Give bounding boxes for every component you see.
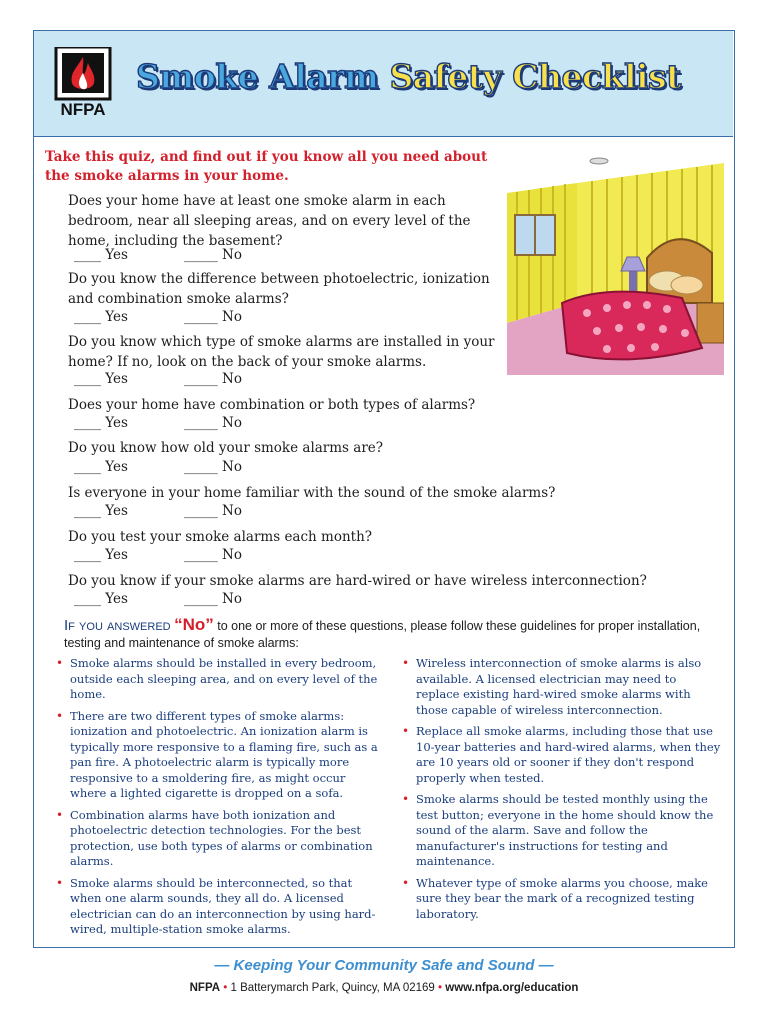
answer-no[interactable]: _____ No [184,503,242,519]
answer-no[interactable]: _____ No [184,591,242,607]
question-6: Is everyone in your home familiar with the sound of the smoke alarms? [68,485,556,501]
guideline-item: • Replace all smoke alarms, including those that use 10-year batteries and hard-wired alarms, when they are 10 years old or sooner if they don't respond properly when tested. [402,724,721,785]
answer-yes[interactable]: ____ Yes [74,503,128,519]
footer-url[interactable]: www.nfpa.org/education [445,982,579,994]
guideline-item: • Smoke alarms should be installed in every bedroom, outside each sleeping area, and on every level of the home. [56,656,378,701]
answer-no[interactable]: _____ No [184,309,242,325]
guidelines-left-column [56,656,378,944]
answer-yes[interactable]: ____ Yes [74,547,128,563]
separator-dot: • [223,982,228,994]
guidelines-rest: to one or more of these questions, please follow these guidelines for proper installation, testing and maintenance of smoke alarms: [64,619,701,650]
question-4: Does your home have combination or both types of alarms? [68,397,476,413]
page-title [136,57,681,96]
bullet-icon: • [56,807,64,822]
guideline-item: • Whatever type of smoke alarms you choose, make sure they bear the mark of a recognized testing laboratory. [402,875,708,921]
bullet-icon: • [402,724,410,738]
guidelines-no-word: “No” [174,615,214,634]
answer-no[interactable]: _____ No [184,247,242,263]
guidelines-lead: If you answered [64,617,171,634]
bullet-icon: • [56,656,64,670]
answer-no[interactable]: _____ No [184,547,242,563]
question-2: Do you know the difference between photoelectric, ionization and combination smoke alarms? [68,271,490,307]
bedroom-illustration [507,153,724,375]
bullet-icon: • [56,708,64,723]
answer-row-1 [74,246,242,264]
checklist-frame [33,30,735,948]
answer-yes[interactable]: ____ Yes [74,415,128,431]
answer-no[interactable]: _____ No [184,371,242,387]
answer-row-6 [74,502,242,520]
guideline-item: • There are two different types of smoke alarms: ionization and photoelectric. An ionization alarm is typically more responsive to a flaming fire, such as a pan fire. A photoelectric alarm is typically more responsive to a smoldering fire, as might occur where a lighted cigarette is dropped on a sofa. [56,708,378,800]
answer-yes[interactable]: ____ Yes [74,247,128,263]
answer-no[interactable]: _____ No [184,415,242,431]
answer-yes[interactable]: ____ Yes [74,459,128,475]
question-1: Does your home have at least one smoke alarm in each bedroom, near all sleeping areas, and on every level of the home, including the basement? [68,193,471,249]
answer-yes[interactable]: ____ Yes [74,309,128,325]
nfpa-logo [48,47,118,119]
footer-street: 1 Batterymarch Park, Quincy, MA 02169 [230,982,435,994]
guideline-item: • Smoke alarms should be tested monthly using the test button; everyone in the home should know the sound of the alarm. Save and follow the manufacturer's instructions for testing and maintenance. [402,792,714,868]
question-3: Do you know which type of smoke alarms are installed in your home? If no, look on the back of your smoke alarms. [68,334,495,370]
answer-row-8 [74,590,242,608]
title-part-1: Smoke Alarm [136,57,379,96]
bullet-icon: • [402,656,410,670]
footer-address [0,982,768,994]
footer-org: NFPA [189,982,221,994]
title-part-2: Safety Checklist [389,57,681,96]
footer-slogan: — Keeping Your Community Safe and Sound — [214,957,554,974]
answer-yes[interactable]: ____ Yes [74,371,128,387]
answer-no[interactable]: _____ No [184,459,242,475]
answer-yes[interactable]: ____ Yes [74,591,128,607]
guidelines-intro [64,616,714,652]
answer-row-7 [74,546,242,564]
answer-row-2 [74,308,242,326]
guideline-item: • Smoke alarms should be interconnected, so that when one alarm sounds, they all do. A licensed electrician can do an interconnection by using hard-wired, multiple-station smoke alarms. [56,875,376,936]
page-header [34,31,733,137]
separator-dot: • [438,982,443,994]
answer-row-5 [74,458,242,476]
question-7: Do you test your smoke alarms each month? [68,529,373,545]
guidelines-right-column [402,656,722,928]
bullet-icon: • [402,792,410,806]
question-8: Do you know if your smoke alarms are hard-wired or have wireless interconnection? [68,573,647,589]
answer-row-4 [74,414,242,432]
guideline-item: • Combination alarms have both ionization and photoelectric detection technologies. For the best protection, use both types of alarms or combination alarms. [56,807,373,868]
svg-text:NFPA: NFPA [60,100,106,119]
guideline-item: • Wireless interconnection of smoke alarms is also available. A licensed electrician may need to replace existing hard-wired smoke alarms with those capable of wireless interconnection. [402,656,702,717]
bullet-icon: • [56,875,64,890]
intro-text: Take this quiz, and find out if you know all you need about the smoke alarms in your home. [45,149,488,184]
bullet-icon: • [402,875,410,890]
question-5: Do you know how old your smoke alarms are? [68,440,384,456]
answer-row-3 [74,370,242,388]
